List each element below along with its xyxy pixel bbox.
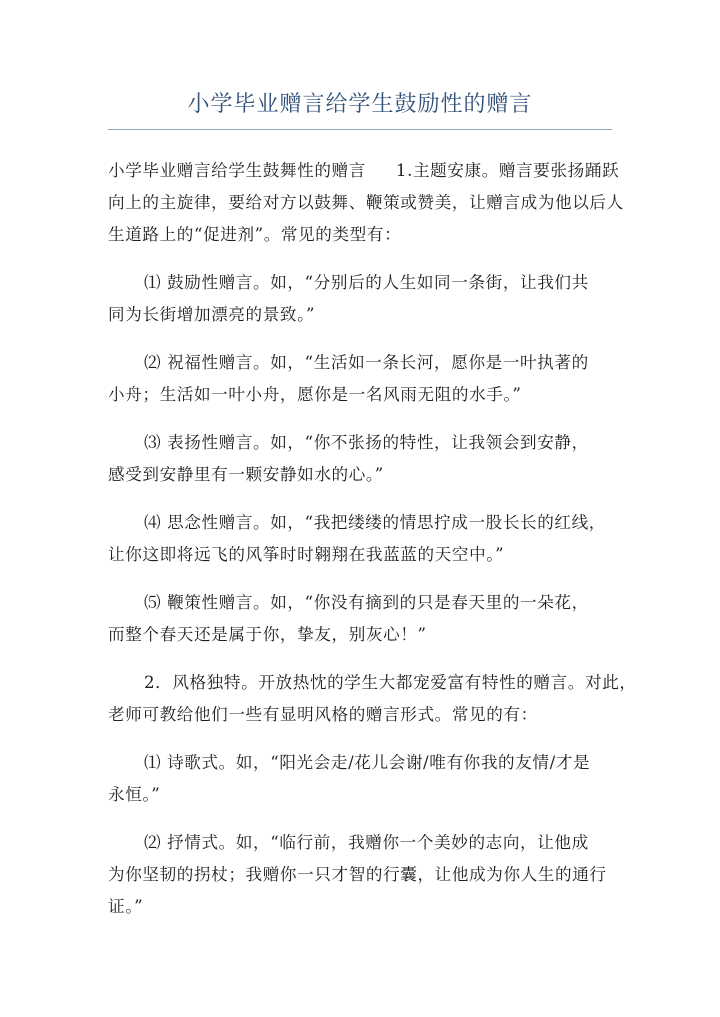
paragraph-line: 感受到安静里有一颗安静如水的心。” [108, 465, 384, 484]
intro-point-one: 1.主题安康。赠言要张扬踊跃 [395, 161, 620, 180]
paragraph-line: 老师可教给他们一些有显明风格的赠言形式。常见的有： [108, 705, 538, 724]
paragraph-line: 同为长街增加漂亮的景致。” [108, 305, 316, 324]
document-title: 小学毕业赠言给学生鼓励性的赠言 [187, 92, 533, 117]
paragraph-style [108, 667, 637, 731]
paragraph-praise [108, 427, 616, 491]
paragraph-line: 证。” [108, 897, 144, 916]
paragraph-lyrical [108, 827, 616, 923]
paragraph-encouraging [108, 267, 616, 331]
paragraph-intro [108, 155, 624, 251]
title-underline [108, 129, 612, 130]
paragraph-line: 生道路上的“促进剂”。常见的类型有： [108, 225, 402, 244]
paragraph-line: 向上的主旋律，要给对方以鼓舞、鞭策或赞美，让赠言成为他以后人 [108, 193, 624, 212]
paragraph-line: 让你这即将远飞的风筝时时翱翔在我蓝蓝的天空中。” [108, 545, 505, 564]
paragraph-line: ⑸ 鞭策性赠言。如，“你没有摘到的只是春天里的一朵花， [144, 593, 589, 612]
paragraph-line: ⑵ 抒情式。如，“临行前，我赠你一个美妙的志向，让他成 [144, 833, 589, 852]
paragraph-line: ⑷ 思念性赠言。如，“我把缕缕的情思拧成一股长长的红线， [144, 513, 606, 532]
paragraph-line: ⑵ 祝福性赠言。如，“生活如一条长河，愿你是一叶执著的 [144, 353, 589, 372]
paragraph-line: 小舟；生活如一叶小舟，愿你是一名风雨无阻的水手。” [108, 385, 522, 404]
paragraph-poetry [108, 747, 616, 811]
paragraph-line: 永恒。” [108, 785, 161, 804]
paragraph-spur [108, 587, 616, 651]
paragraph-line: 为你坚韧的拐杖；我赠你一只才智的行囊，让他成为你人生的通行 [108, 865, 607, 884]
document-body [108, 155, 637, 939]
paragraph-blessing [108, 347, 616, 411]
paragraph-line: 而整个春天还是属于你，挚友，别灰心！” [108, 625, 427, 644]
paragraph-missing [108, 507, 616, 571]
paragraph-line: ⑶ 表扬性赠言。如，“你不张扬的特性，让我领会到安静， [144, 433, 589, 452]
paragraph-line: 2．风格独特。开放热忱的学生大都宠爱富有特性的赠言。对此， [144, 673, 637, 692]
intro-heading: 小学毕业赠言给学生鼓舞性的赠言 [108, 161, 366, 180]
paragraph-line: ⑴ 诗歌式。如，“阳光会走/花儿会谢/唯有你我的友情/才是 [144, 753, 591, 772]
paragraph-line: ⑴ 鼓励性赠言。如，“分别后的人生如同一条街，让我们共 [144, 273, 589, 292]
paragraph-line [108, 155, 620, 187]
